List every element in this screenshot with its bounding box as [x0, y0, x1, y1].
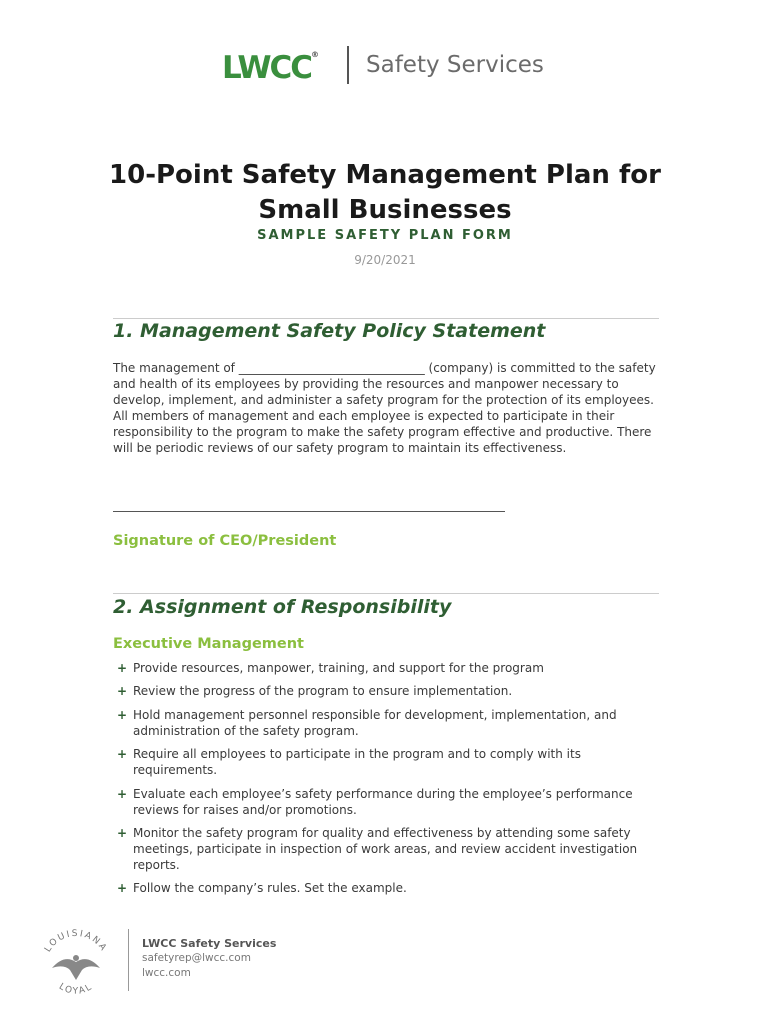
- plus-bullet-icon: +: [117, 708, 128, 722]
- plus-bullet-icon: +: [117, 826, 128, 840]
- plus-bullet-icon: +: [117, 881, 128, 895]
- list-item: + Hold management personnel responsible for development, implementation, and administration of the safety program.: [117, 708, 617, 738]
- footer-website-link[interactable]: lwcc.com: [142, 967, 191, 979]
- responsibility-list: [113, 660, 659, 896]
- policy-statement-paragraph: The management of _______________________________ (company) is committed to the safety and health of its employees by providing the resources and manpower necessary to develop, implement, and administer a safety program for the protection of its employees. All members of management and each employee is expected to participate in their responsibility to the program to make the safety program effective and productive. There will be periodic reviews of our safety program to maintain its effectiveness.: [113, 361, 656, 455]
- signature-line[interactable]: [113, 511, 505, 512]
- section-2-rule: [113, 593, 659, 594]
- section-1-heading: 1. Management Safety Policy Statement: [113, 320, 546, 342]
- plus-bullet-icon: +: [117, 684, 128, 698]
- footer-divider: [128, 929, 129, 991]
- signature-label: Signature of CEO/President: [113, 533, 337, 549]
- section-2-heading: 2. Assignment of Responsibility: [113, 596, 452, 618]
- list-item: + Require all employees to participate in the program and to comply with its requirements.: [117, 747, 581, 777]
- plus-bullet-icon: +: [117, 747, 128, 761]
- plus-bullet-icon: +: [117, 787, 128, 801]
- header-services-label: Safety Services: [366, 52, 544, 78]
- document-title: [0, 158, 770, 228]
- lwcc-logo: LWCC®: [222, 50, 320, 86]
- list-item: + Provide resources, manpower, training, and support for the program: [117, 661, 544, 675]
- header-divider: [347, 46, 349, 84]
- list-item: + Evaluate each employee’s safety performance during the employee’s performance reviews for raises and/or promotions.: [117, 787, 633, 817]
- executive-management-subheading: Executive Management: [113, 636, 304, 652]
- footer-company-name: LWCC Safety Services: [142, 937, 277, 950]
- louisiana-loyal-seal-icon: [38, 924, 114, 1000]
- document-date: 9/20/2021: [354, 253, 416, 267]
- plus-bullet-icon: +: [117, 661, 128, 675]
- title-line-1: 10-Point Safety Management Plan for: [109, 160, 661, 190]
- document-subtitle: SAMPLE SAFETY PLAN FORM: [257, 228, 513, 243]
- svg-text:LOYAL: [57, 982, 95, 997]
- footer-email-link[interactable]: safetyrep@lwcc.com: [142, 952, 251, 964]
- list-item: + Follow the company’s rules. Set the example.: [117, 881, 407, 895]
- list-item: + Monitor the safety program for quality and effectiveness by attending some safety meetings, participate in inspection of work areas, and review accident investigation reports.: [117, 826, 638, 872]
- page-header: [0, 44, 770, 88]
- section-1-rule: [113, 318, 659, 319]
- seal-bottom-text: LOYAL: [56, 981, 96, 997]
- svg-text:LOUISIANA: [43, 929, 109, 954]
- title-line-2: Small Businesses: [258, 195, 512, 225]
- seal-top-text: LOUISIANA: [43, 928, 109, 955]
- list-item: + Review the progress of the program to ensure implementation.: [117, 684, 513, 698]
